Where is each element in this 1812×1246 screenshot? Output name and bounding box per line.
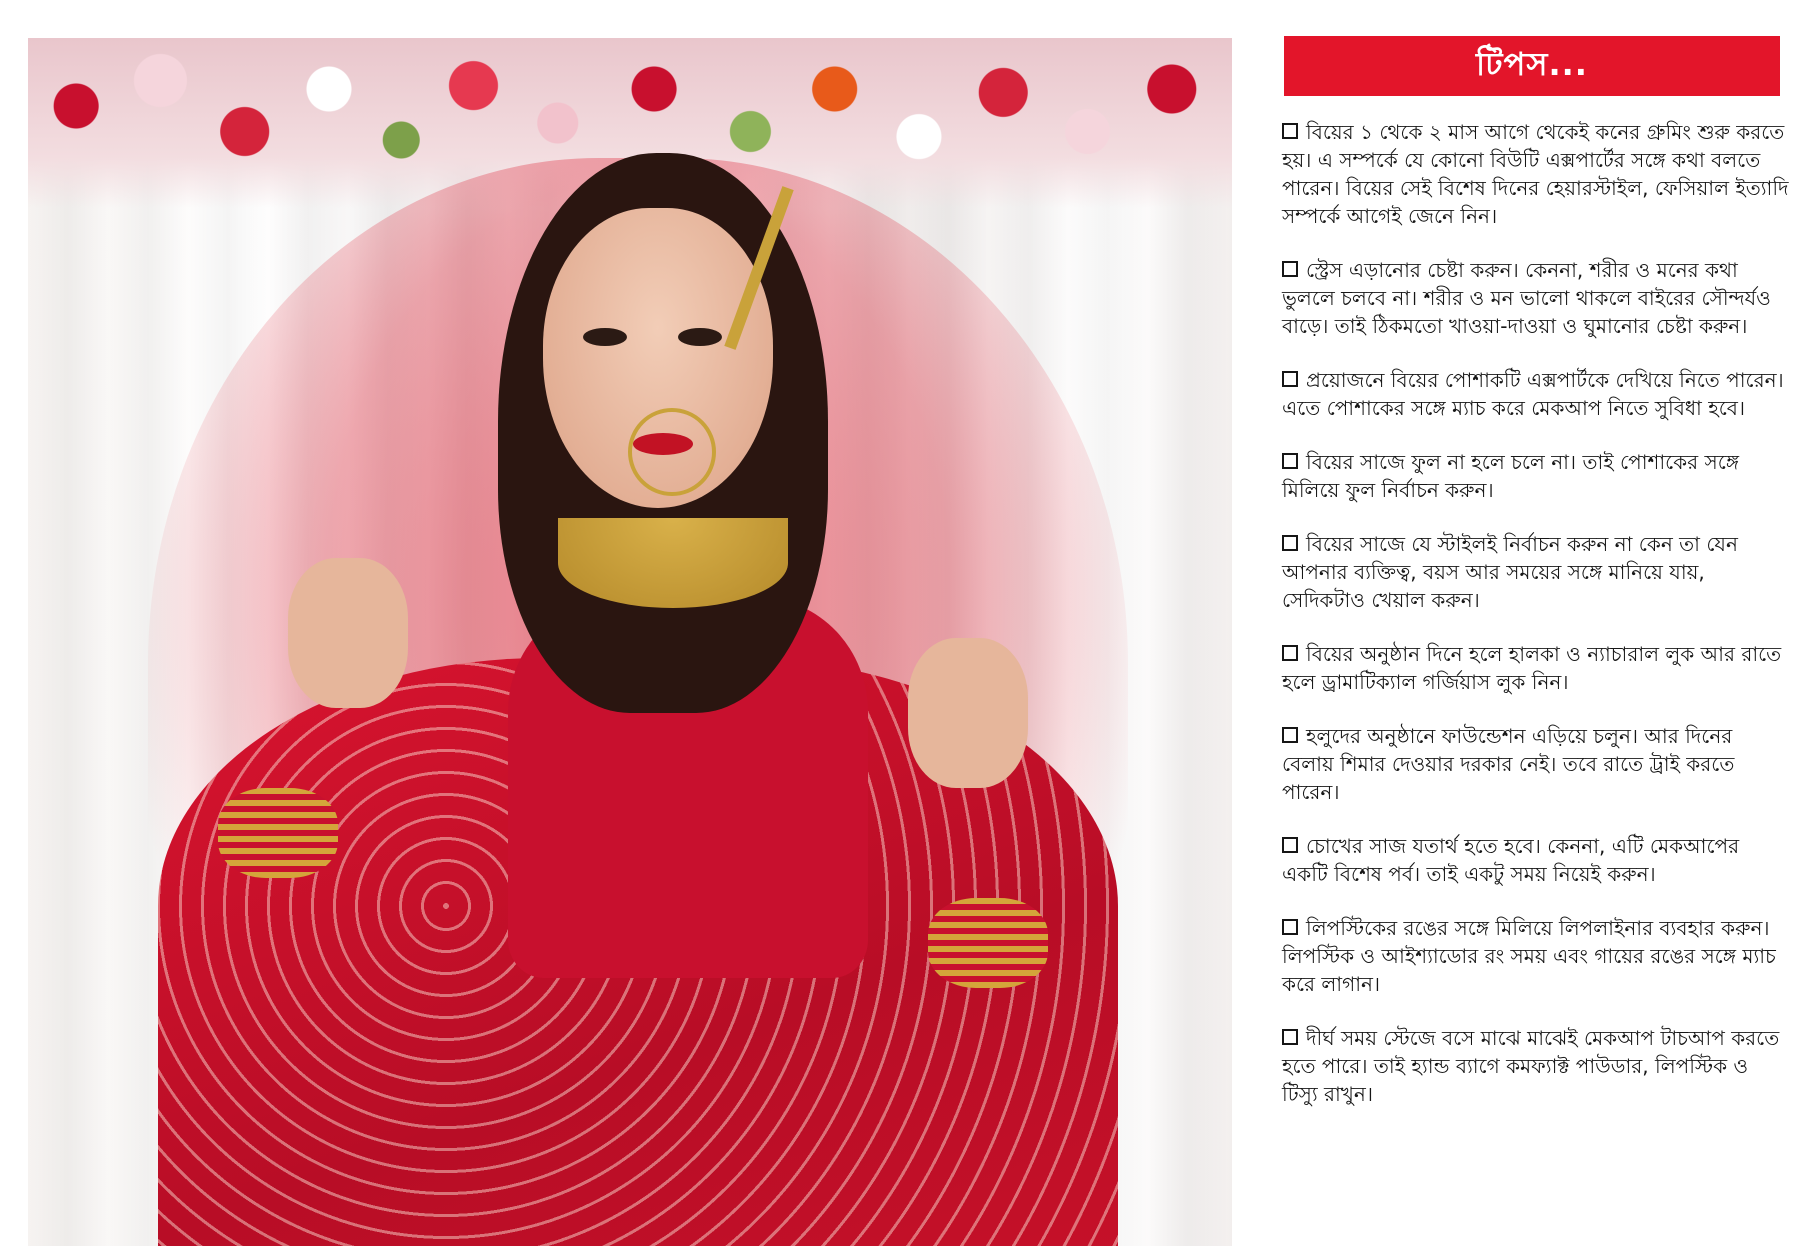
tip-item (1282, 640, 1790, 696)
checkbox-bullet-icon (1282, 123, 1298, 139)
tip-text: হলুদের অনুষ্ঠানে ফাউন্ডেশন এড়িয়ে চলুন। আর দিনের বেলায় শিমার দেওয়ার দরকার নেই। তবে রাতে ট্রাই করতে পারেন। (1282, 724, 1735, 804)
left-eye (583, 328, 627, 346)
tip-item (1282, 530, 1790, 614)
tip-item (1282, 256, 1790, 340)
left-bangles (218, 788, 338, 878)
gold-necklace (558, 518, 788, 608)
checkbox-bullet-icon (1282, 371, 1298, 387)
tip-item (1282, 1024, 1790, 1108)
right-bangles (928, 898, 1048, 988)
tips-title: টিপস... (1476, 45, 1588, 83)
tips-list (1282, 118, 1790, 1134)
tips-header-banner (1284, 36, 1780, 96)
tip-text: বিয়ের ১ থেকে ২ মাস আগে থেকেই কনের গ্রুমিং শুরু করতে হয়। এ সম্পর্কে যে কোনো বিউটি এক্সপার্টের সঙ্গে কথা বলতে পারেন। বিয়ের সেই বিশেষ দিনের হেয়ারস্টাইল, ফেসিয়াল ইত্যাদি সম্পর্কে আগেই জেনে নিন। (1282, 120, 1789, 228)
tip-text: দীর্ঘ সময় স্টেজে বসে মাঝে মাঝেই মেকআপ টাচআপ করতে হতে পারে। তাই হ্যান্ড ব্যাগে কমফ্যাক্ট পাউডার, লিপস্টিক ও টিস্যু রাখুন। (1282, 1026, 1780, 1106)
right-hand (908, 638, 1028, 788)
checkbox-bullet-icon (1282, 535, 1298, 551)
tip-item (1282, 366, 1790, 422)
tip-text: চোখের সাজ যতার্থ হতে হবে। কেননা, এটি মেকআপের একটি বিশেষ পর্ব। তাই একটু সময় নিয়েই করুন। (1282, 834, 1740, 886)
tip-item (1282, 722, 1790, 806)
tip-text: প্রয়োজনে বিয়ের পোশাকটি এক্সপার্টকে দেখিয়ে নিতে পারেন। এতে পোশাকের সঙ্গে ম্যাচ করে মেকআপ নিতে সুবিধা হবে। (1282, 368, 1784, 420)
red-lips (633, 433, 693, 455)
tip-item (1282, 914, 1790, 998)
left-hand (288, 558, 408, 708)
checkbox-bullet-icon (1282, 837, 1298, 853)
checkbox-bullet-icon (1282, 1029, 1298, 1045)
checkbox-bullet-icon (1282, 261, 1298, 277)
tip-text: লিপস্টিকের রঙের সঙ্গে মিলিয়ে লিপলাইনার ব্যবহার করুন। লিপস্টিক ও আইশ্যাডোর রং সময় এবং গায়ের রঙের সঙ্গে ম্যাচ করে লাগান। (1282, 916, 1776, 996)
tip-text: বিয়ের অনুষ্ঠান দিনে হলে হালকা ও ন্যাচারাল লুক আর রাতে হলে ড্রামাটিক্যাল গর্জিয়াস লুক নিন। (1282, 642, 1782, 694)
tip-text: স্ট্রেস এড়ানোর চেষ্টা করুন। কেননা, শরীর ও মনের কথা ভুললে চলবে না। শরীর ও মন ভালো থাকলে বাইরের সৌন্দর্যও বাড়ে। তাই ঠিকমতো খাওয়া-দাওয়া ও ঘুমানোর চেষ্টা করুন। (1282, 258, 1771, 338)
right-eye (678, 328, 722, 346)
checkbox-bullet-icon (1282, 453, 1298, 469)
tip-text: বিয়ের সাজে যে স্টাইলই নির্বাচন করুন না কেন তা যেন আপনার ব্যক্তিত্ব, বয়স আর সময়ের সঙ্গে মানিয়ে যায়, সেদিকটাও খেয়াল করুন। (1282, 532, 1738, 612)
tip-item (1282, 448, 1790, 504)
tip-item (1282, 832, 1790, 888)
tip-text: বিয়ের সাজে ফুল না হলে চলে না। তাই পোশাকের সঙ্গে মিলিয়ে ফুল নির্বাচন করুন। (1282, 450, 1740, 502)
bridal-photo (28, 38, 1232, 1246)
checkbox-bullet-icon (1282, 645, 1298, 661)
tip-item (1282, 118, 1790, 230)
checkbox-bullet-icon (1282, 919, 1298, 935)
checkbox-bullet-icon (1282, 727, 1298, 743)
